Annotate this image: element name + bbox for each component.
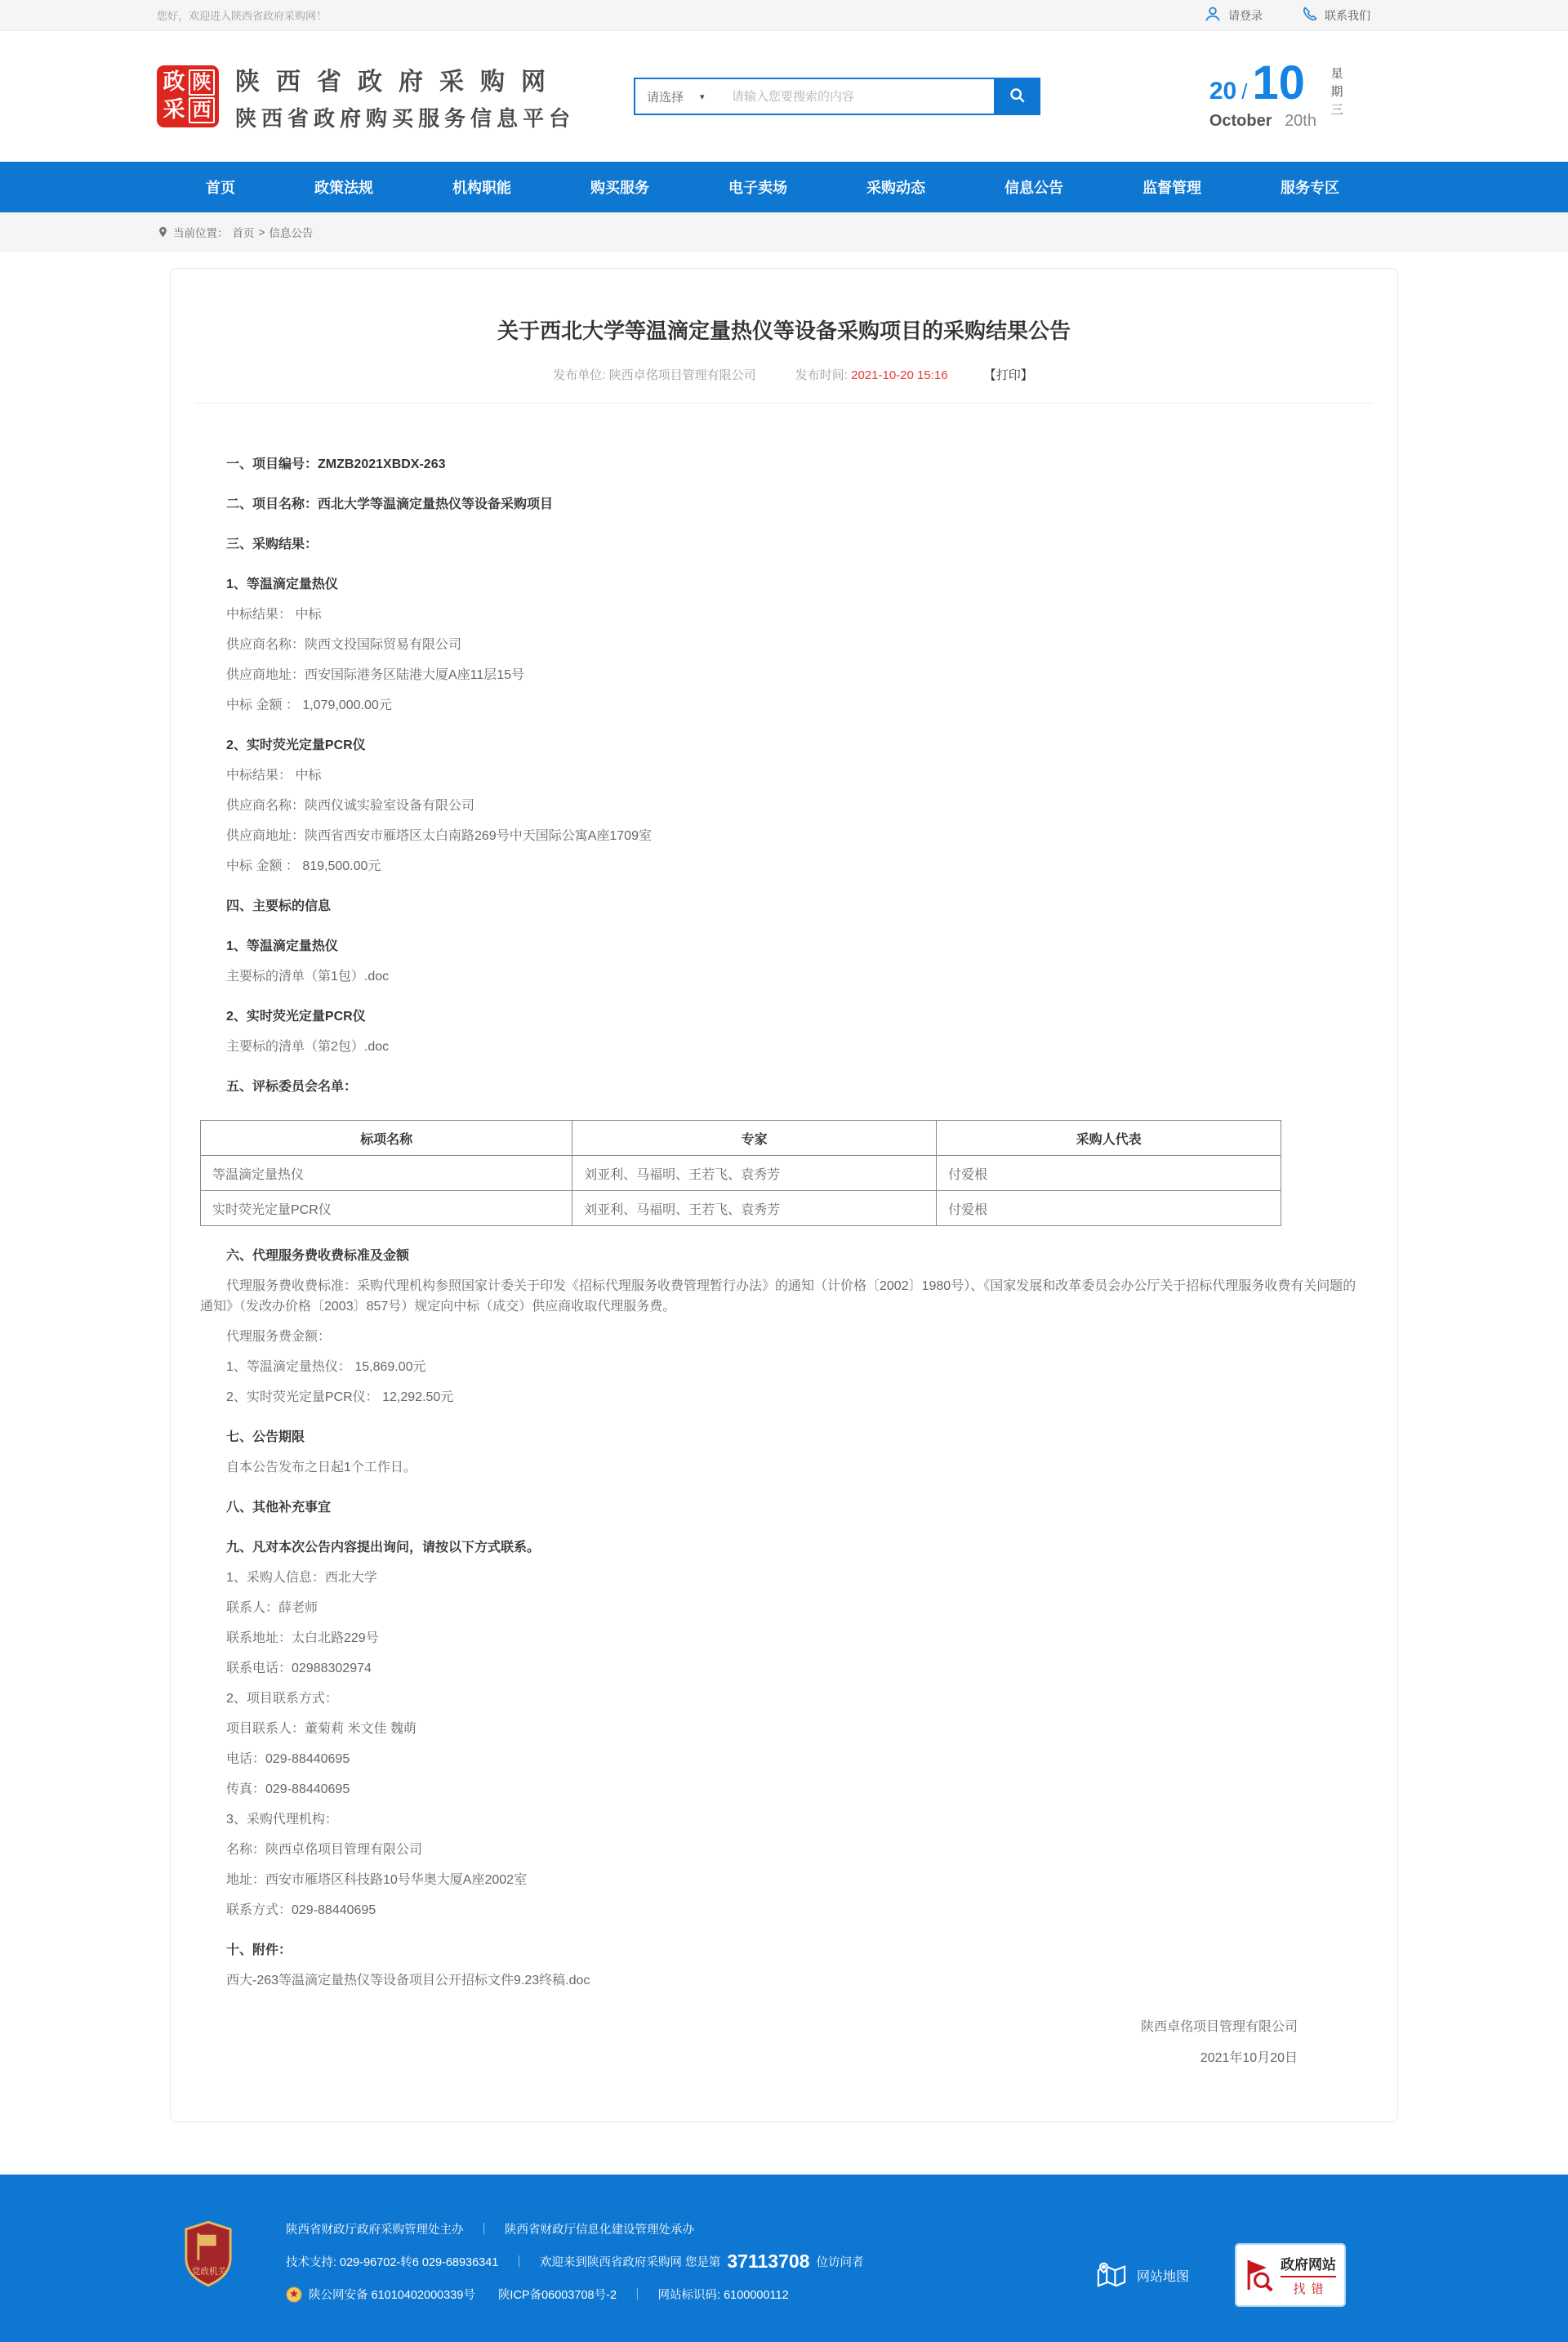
footer-separator: ｜ <box>478 2224 490 2237</box>
article-paragraph: 1、采购人信息：西北大学 <box>226 1571 377 1585</box>
article-paragraph: 3、采购代理机构： <box>226 1813 338 1827</box>
main-nav <box>0 162 1568 212</box>
table-header-cell: 标项名称 <box>201 1121 572 1156</box>
article-paragraph: 电话：029-88440695 <box>226 1752 350 1766</box>
welcome-text: 您好，欢迎进入陕西省政府采购网！ <box>157 10 327 22</box>
article-paragraph: 五、评标委员会名单： <box>226 1080 358 1094</box>
find-badge-bottom-label: 找错 <box>1293 2282 1330 2296</box>
publisher-label: 发布单位: <box>553 368 609 382</box>
article-paragraph: 八、其他补充事宜 <box>226 1501 332 1514</box>
nav-item[interactable]: 电子卖场 <box>728 180 787 196</box>
article-paragraph: 十、附件： <box>226 1943 292 1957</box>
top-links <box>1204 5 1411 25</box>
cell-item-name: 实时荧光定量PCR仪 <box>201 1191 572 1226</box>
article-paragraph[interactable]: 主要标的清单（第2包）.doc <box>226 1040 390 1054</box>
search-category-value: 请选择 <box>647 90 684 105</box>
article-meta <box>171 366 1397 383</box>
footer-line-3 <box>286 2286 863 2303</box>
publisher <box>553 368 755 382</box>
print-button[interactable]: 【打印】 <box>983 368 1033 382</box>
article-paragraph: 2、实时荧光定量PCR仪 <box>226 738 366 752</box>
article-paragraph: 中标 金额 ： 819,500.00元 <box>226 859 381 873</box>
nav-item[interactable]: 购买服务 <box>590 180 649 196</box>
page-title: 关于西北大学等温滴定量热仪等设备采购项目的采购结果公告 <box>497 319 1071 343</box>
table-row <box>201 1156 1281 1191</box>
footer-text <box>286 2220 863 2316</box>
phone-icon <box>1302 6 1318 25</box>
nav-item[interactable]: 服务专区 <box>1281 180 1339 196</box>
date-separator: / <box>1241 79 1248 104</box>
site-logo[interactable] <box>157 65 219 127</box>
site-header <box>0 31 1568 162</box>
time-value: 2021-10-20 15:16 <box>851 368 948 382</box>
table-header-cell: 专家 <box>572 1121 937 1156</box>
site-name: 陕西省政府采购网 <box>235 68 562 96</box>
party-government-badge-icon <box>183 2220 234 2291</box>
flag-magnifier-icon <box>1245 2258 1274 2292</box>
article-paragraph: 供应商地址：西安国际港务区陆港大厦A座11层15号 <box>226 668 525 682</box>
footer-separator: ｜ <box>631 2289 644 2302</box>
article-paragraph: 中标结果： 中标 <box>226 608 322 622</box>
login-label: 请登录 <box>1228 8 1263 22</box>
footer-line-1 <box>286 2220 863 2237</box>
article-paragraph: 项目联系人：董菊莉 米文佳 魏萌 <box>226 1722 416 1736</box>
article-card <box>170 268 1398 2122</box>
signature-block <box>200 2012 1368 2074</box>
table-header-cell: 采购人代表 <box>937 1121 1281 1156</box>
article-paragraph[interactable]: 主要标的清单（第1包）.doc <box>226 970 390 984</box>
article-paragraph: 九、凡对本次公告内容提出询问，请按以下方式联系。 <box>226 1541 541 1555</box>
article-paragraph: 供应商名称：陕西仪诚实验室设备有限公司 <box>226 799 475 813</box>
search-category-select[interactable] <box>635 88 732 105</box>
site-titles <box>235 61 575 132</box>
weekday-char: 三 <box>1330 103 1343 117</box>
article-paragraph: 2、实时荧光定量PCR仪： 12,292.50元 <box>226 1390 454 1404</box>
date-widget <box>1209 56 1344 131</box>
publish-time <box>795 368 948 382</box>
breadcrumb-current: 信息公告 <box>269 227 314 239</box>
article-paragraph: 1、等温滴定量热仪 <box>226 578 338 591</box>
search-icon <box>1009 87 1027 107</box>
article-paragraph: 联系人：薛老师 <box>226 1601 318 1615</box>
visitor-suffix-text: 位访问者 <box>816 2256 864 2269</box>
date-weekday <box>1330 62 1344 119</box>
nav-item[interactable]: 监督管理 <box>1143 180 1201 196</box>
article-paragraph: 联系地址：太白北路229号 <box>226 1631 379 1645</box>
article-paragraph: 代理服务费收费标准：采购代理机构参照国家计委关于印发《招标代理服务收费管理暂行办法》的通知（计价格〔2002〕1980号）、《国家发展和改革委员会办公厅关于招标代理服务收费有关问题的通知》（发改办价格〔2003〕857号）规定向中标（成交）供应商收取代理服务费。 <box>200 1279 1356 1314</box>
badge-label: 党政机关 <box>191 2267 227 2277</box>
article-paragraph: 传真：029-88440695 <box>226 1782 350 1796</box>
logo-char: 采 <box>163 97 185 122</box>
article-paragraph: 自本公告发布之日起1个工作日。 <box>226 1461 416 1474</box>
weekday-char: 期 <box>1330 85 1343 99</box>
breadcrumb-label: 当前位置： <box>173 227 229 239</box>
nav-item[interactable]: 采购动态 <box>866 180 925 196</box>
article-paragraph: 联系电话：02988302974 <box>226 1662 372 1675</box>
time-label: 发布时间: <box>795 368 852 382</box>
map-icon <box>1096 2259 1127 2291</box>
logo-char: 政 <box>163 69 185 94</box>
article-paragraph: 二、项目名称：西北大学等温滴定量热仪等设备采购项目 <box>226 497 554 511</box>
signature-company: 陕西卓佲项目管理有限公司 <box>1140 2020 1298 2034</box>
date-ordinal: 20th <box>1285 112 1316 130</box>
logo-char: 陕 <box>189 69 215 96</box>
search-input[interactable] <box>732 90 994 104</box>
sitemap-label: 网站地图 <box>1136 2269 1189 2284</box>
site-subtitle: 陕西省政府购买服务信息平台 <box>235 105 576 131</box>
article-paragraph: 四、主要标的信息 <box>226 899 332 913</box>
contact-link[interactable] <box>1302 6 1370 25</box>
contact-label: 联系我们 <box>1325 8 1370 22</box>
nav-item[interactable]: 政策法规 <box>314 180 373 196</box>
icp-record: 陕ICP备06003708号-2 <box>497 2289 617 2302</box>
article-paragraph: 2、项目联系方式： <box>226 1692 338 1706</box>
evaluation-committee-table <box>200 1120 1281 1226</box>
article-paragraph: 中标 金额 ： 1,079,000.00元 <box>226 698 392 712</box>
footer-separator: ｜ <box>513 2256 525 2269</box>
login-link[interactable] <box>1204 5 1263 25</box>
undertaker-text: 陕西省财政厅信息化建设管理处承办 <box>505 2224 694 2237</box>
find-badge-texts <box>1281 2253 1336 2297</box>
site-footer <box>0 2175 1568 2342</box>
table-header-row <box>201 1121 1281 1156</box>
breadcrumb-home[interactable]: 首页 <box>232 227 255 239</box>
main-content <box>0 252 1568 2175</box>
site-id-code: 网站标识码: 6100000112 <box>657 2289 789 2302</box>
article-paragraph: 三、采购结果： <box>226 538 318 551</box>
search-bar <box>634 78 1040 115</box>
police-badge-icon <box>286 2286 302 2303</box>
article-body <box>171 404 1397 2074</box>
gov-site-error-report-badge[interactable] <box>1235 2243 1346 2307</box>
article-paragraph: 2、实时荧光定量PCR仪 <box>226 1010 366 1024</box>
article-paragraph: 六、代理服务费收费标准及金额 <box>226 1249 410 1263</box>
organizer-text: 陕西省财政厅政府采购管理处主办 <box>286 2224 464 2237</box>
article-paragraph: 1、等温滴定量热仪 <box>226 939 338 953</box>
user-icon <box>1204 5 1222 25</box>
cell-item-name: 等温滴定量热仪 <box>201 1156 572 1191</box>
date-day: 20 <box>1209 78 1237 105</box>
article-paragraph: 地址：西安市雁塔区科技路10号华奥大厦A座2002室 <box>226 1873 528 1887</box>
logo-char: 西 <box>189 97 215 123</box>
tech-support-text: 技术支持: 029-96702-转6 029-68936341 <box>286 2256 499 2269</box>
top-bar <box>0 0 1568 31</box>
visitor-welcome-text: 欢迎来到陕西省政府采购网 您是第 <box>539 2256 721 2269</box>
breadcrumb-strip <box>0 212 1568 252</box>
article-paragraph: 名称：陕西卓佲项目管理有限公司 <box>226 1843 423 1857</box>
breadcrumb-separator: > <box>258 225 265 239</box>
article-paragraph: 供应商名称：陕西文投国际贸易有限公司 <box>226 638 462 652</box>
article-paragraph[interactable]: 西大-263等温滴定量热仪等设备项目公开招标文件9.23终稿.doc <box>226 1974 590 1987</box>
article-paragraph: 代理服务费金额： <box>226 1330 332 1344</box>
date-month: 10 <box>1252 56 1305 109</box>
article-paragraph: 七、公告期限 <box>226 1430 305 1444</box>
search-button[interactable] <box>994 78 1040 115</box>
public-security-record: 陕公网安备 61010402000339号 <box>309 2289 475 2302</box>
cell-experts: 刘亚利、马福明、王若飞、袁秀芳 <box>572 1156 937 1191</box>
publisher-value: 陕西卓佲项目管理有限公司 <box>608 368 756 382</box>
article-paragraph: 联系方式：029-88440695 <box>226 1903 376 1917</box>
table-row <box>201 1191 1281 1226</box>
article-paragraph: 供应商地址：陕西省西安市雁塔区太白南路269号中天国际公寓A座1709室 <box>226 829 652 843</box>
weekday-char: 星 <box>1330 67 1343 81</box>
visitor-count: 37113708 <box>727 2251 810 2272</box>
article-paragraph: 中标结果： 中标 <box>226 769 322 783</box>
date-sub <box>1209 112 1316 131</box>
article-paragraph: 1、等温滴定量热仪： 15,869.00元 <box>226 1360 426 1374</box>
nav-item[interactable]: 信息公告 <box>1004 180 1063 196</box>
article-paragraph: 一、项目编号：ZMZB2021XBDX-263 <box>226 457 446 471</box>
date-numbers <box>1209 56 1316 109</box>
breadcrumb <box>157 212 1411 252</box>
chevron-down-icon <box>700 91 705 102</box>
find-badge-top-label: 政府网站 <box>1281 2253 1336 2277</box>
nav-item[interactable]: 机构职能 <box>452 180 511 196</box>
sitemap-link[interactable] <box>1096 2259 1189 2291</box>
cell-purchaser-rep: 付爱根 <box>937 1156 1281 1191</box>
cell-experts: 刘亚利、马福明、王若飞、袁秀芳 <box>572 1191 937 1226</box>
cell-purchaser-rep: 付爱根 <box>937 1191 1281 1226</box>
signature-date: 2021年10月20日 <box>1200 2051 1298 2065</box>
nav-item[interactable]: 首页 <box>206 180 235 196</box>
location-pin-icon <box>157 225 169 239</box>
footer-line-2 <box>286 2251 863 2273</box>
footer-right <box>1096 2243 1346 2307</box>
date-month-name: October <box>1209 112 1272 130</box>
